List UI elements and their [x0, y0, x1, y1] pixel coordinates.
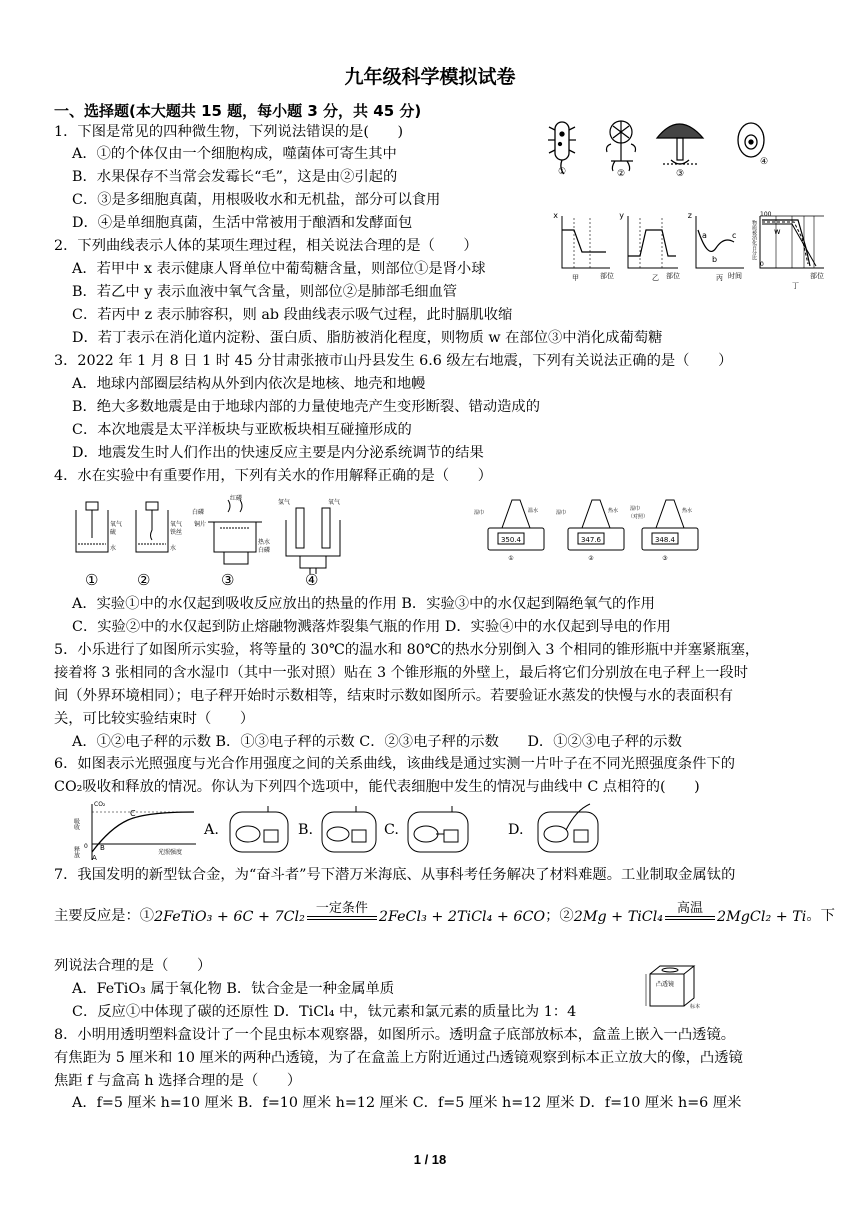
fig-label-4: ④: [759, 157, 769, 167]
svg-text:热水: 热水: [608, 508, 619, 514]
svg-text:白磷: 白磷: [192, 509, 205, 516]
svg-text:0: 0: [84, 843, 88, 850]
q8-line-2: 有焦距为 5 厘米和 10 厘米的两种凸透镜，为了在盒盖上方附近通过凸透镜观察到标本正立放大的像，凸透镜: [54, 1050, 743, 1066]
scale-reading-3: 348.4: [654, 536, 676, 544]
q5-options: A．①②电子秤的示数 B．①③电子秤的示数 C．②③电子秤的示数 D．①②③电子秤的示数: [72, 734, 682, 750]
svg-text:c: c: [732, 231, 737, 240]
q7-options-cd: C．反应①中体现了碳的还原性 D．TiCl₄ 中，钛元素和氯元素的质量比为 1：4: [72, 1004, 577, 1020]
scale-reading-2: 347.6: [580, 536, 602, 544]
svg-text:甲: 甲: [572, 274, 579, 282]
svg-text:铁丝: 铁丝: [170, 529, 183, 536]
q1-microbe-figure: [545, 112, 785, 178]
svg-text:A: A: [92, 854, 97, 862]
q3-stem: 3．2022 年 1 月 8 日 1 时 45 分甘肃张掖市山丹县发生 6.6 级左右地震，下列有关说法正确的是（ ）: [54, 353, 733, 369]
svg-text:C: C: [130, 809, 136, 818]
svg-text:标本: 标本: [690, 1004, 701, 1010]
svg-text:水: 水: [110, 545, 117, 552]
q4-label-3: ③: [221, 571, 235, 589]
eq2-arrow: 高温: [665, 902, 715, 925]
svg-text:B: B: [100, 844, 105, 852]
q1-option-b: B．水果保存不当常会发霉长“毛”，这是由②引起的: [72, 169, 398, 185]
q2-option-d: D．若丁表示在消化道内淀粉、蛋白质、脂肪被消化程度，则物质 w 在部位③中消化成葡萄糖: [72, 330, 663, 346]
svg-text:氧气: 氧气: [328, 499, 341, 506]
q6-line-2: CO₂吸收和释放的情况。你认为下列四个选项中，能代表细胞中发生的情况与曲线中 C 点相符的( ): [54, 779, 700, 795]
mold-drawing: [607, 121, 636, 171]
svg-text:水: 水: [170, 545, 177, 552]
svg-text:白磷: 白磷: [258, 547, 271, 554]
q8-line-3: 焦距 f 与盒高 h 选择合理的是（ ）: [54, 1073, 302, 1089]
q6-cell-a: [228, 804, 292, 856]
svg-text:时间: 时间: [728, 272, 742, 280]
q4-label-1: ①: [85, 571, 99, 589]
q4-label-4: ④: [305, 571, 319, 589]
q1-stem: 1．下图是常见的四种微生物，下列说法错误的是( ): [54, 124, 404, 140]
svg-text:0: 0: [760, 261, 764, 268]
svg-text:z: z: [687, 211, 692, 220]
svg-text:②: ②: [588, 555, 594, 562]
svg-text:w: w: [774, 227, 781, 236]
q5-line-4: 关，可比较实验结束时（ ）: [54, 711, 255, 727]
yeast-drawing: [738, 123, 764, 157]
svg-text:a: a: [702, 231, 707, 240]
q1-option-a: A．①的个体仅由一个细胞构成，噬菌体可寄生其中: [72, 146, 397, 162]
page-title: 九年级科学模拟试卷: [344, 66, 516, 88]
q6-light-graph: [70, 798, 200, 862]
svg-text:物质被消化百分比: 物质被消化百分比: [751, 220, 757, 260]
svg-text:CO₂: CO₂: [94, 801, 106, 808]
q5-scale-figure: [470, 492, 710, 564]
q4-options-cd: C．实验②中的水仅起到防止熔融物溅落炸裂集气瓶的作用 D．实验④中的水仅起到导电的作用: [72, 619, 671, 635]
svg-text:b: b: [712, 255, 718, 264]
svg-text:温水: 温水: [528, 508, 539, 514]
svg-text:丁: 丁: [792, 282, 799, 290]
q3-option-a: A．地球内部圈层结构从外到内依次是地核、地壳和地幔: [72, 376, 426, 392]
fig-label-2: ②: [616, 169, 626, 178]
eq2-right: 2MgCl₂ + Ti: [717, 909, 807, 925]
svg-text:y: y: [619, 211, 624, 220]
section-heading: 一、选择题(本大题共 15 题，每小题 3 分，共 45 分): [54, 102, 422, 120]
q2-option-a: A．若甲中 x 表示健康人肾单位中葡萄糖含量，则部位①是肾小球: [72, 261, 486, 277]
svg-text:释放: 释放: [72, 846, 80, 858]
svg-text:①: ①: [508, 555, 514, 562]
svg-text:热水: 热水: [682, 508, 693, 514]
q8-options: A．f=5 厘米 h=10 厘米 B．f=10 厘米 h=12 厘米 C．f=5 厘米 h=12 厘米 D．f=10 厘米 h=6 厘米: [72, 1095, 742, 1111]
q7-options-ab: A．FeTiO₃ 属于氧化物 B．钛合金是一种金属单质: [72, 981, 395, 997]
svg-text:（对照）: （对照）: [628, 514, 649, 520]
svg-text:乙: 乙: [652, 274, 659, 282]
fig-label-3: ③: [675, 169, 685, 178]
q6-option-a: A.: [204, 822, 219, 838]
q2-stem: 2．下列曲线表示人体的某项生理过程，相关说法合理的是（ ）: [54, 238, 478, 254]
q3-option-c: C．本次地震是太平洋板块与亚欧板块相互碰撞形成的: [72, 422, 412, 438]
svg-text:湿巾: 湿巾: [630, 506, 641, 512]
q1-option-d: D．④是单细胞真菌，生活中常被用于酿酒和发酵面包: [72, 215, 413, 231]
svg-text:硫: 硫: [110, 529, 117, 536]
page-number: 1 / 18: [413, 1152, 447, 1167]
svg-text:吸收: 吸收: [72, 818, 80, 830]
q5-line-1: 5．小乐进行了如图所示实验，将等量的 30℃的温水和 80℃的热水分别倒入 3 个相同的锥形瓶中并塞紧瓶塞，: [54, 642, 760, 658]
svg-text:氧气: 氧气: [110, 521, 123, 528]
svg-text:部位: 部位: [810, 272, 824, 280]
svg-text:氧气: 氧气: [170, 521, 183, 528]
q7-line-1: 7．我国发明的新型钛合金，为“奋斗者”号下潜万米海底、从事科考任务解决了材料难题。工业制取金属钛的: [54, 867, 736, 883]
svg-text:部位: 部位: [666, 272, 680, 280]
q4-label-2: ②: [137, 571, 151, 589]
svg-text:湿巾: 湿巾: [474, 510, 485, 516]
svg-text:氢气: 氢气: [278, 499, 291, 506]
mushroom-drawing: [657, 124, 703, 164]
svg-text:湿巾: 湿巾: [556, 510, 567, 516]
eq2-left: 2Mg + TiCl₄: [573, 909, 664, 925]
q6-cell-b: [320, 804, 380, 856]
svg-text:丙: 丙: [716, 274, 723, 282]
q1-option-c: C．③是多细胞真菌，用根吸收水和无机盐，部分可以食用: [72, 192, 441, 208]
svg-text:部位: 部位: [600, 272, 614, 280]
eq1-left: 2FeTiO₃ + 6C + 7Cl₂: [154, 909, 305, 925]
svg-text:红磷: 红磷: [230, 495, 243, 502]
q7-equation-line: 主要反应是：① 2FeTiO₃ + 6C + 7Cl₂ 一定条件 2FeCl₃ + 2TiCl₄ + 6CO ；② 2Mg + TiCl₄ 高温 2MgCl₂ + Ti 。下: [54, 901, 835, 925]
svg-text:热水: 热水: [258, 539, 271, 546]
q4-options-ab: A．实验①中的水仅起到吸收反应放出的热量的作用 B．实验③中的水仅起到隔绝氧气的作用: [72, 596, 655, 612]
q4-apparatus-figure: [64, 492, 364, 592]
q5-line-3: 间（外界环境相同）；电子秤开始时示数相等，结束时示数如图所示。若要验证水蒸发的快慢与水的表面积有: [54, 688, 734, 704]
q6-option-d: D.: [508, 822, 524, 838]
q6-option-b: B.: [298, 822, 314, 838]
svg-text:凸透镜: 凸透镜: [656, 981, 675, 988]
q2-curve-figure: [548, 208, 828, 304]
q5-line-2: 接着将 3 张相同的含水湿巾（其中一张对照）贴在 3 个锥形瓶的外壁上，最后将它们分别放在电子秤上一段时: [54, 665, 749, 681]
q2-option-c: C．若丙中 z 表示肺容积，则 ab 段曲线表示吸气过程，此时膈肌收缩: [72, 307, 513, 323]
q6-cell-c: [406, 804, 472, 856]
svg-text:③: ③: [662, 555, 668, 562]
q3-option-b: B．绝大多数地震是由于地球内部的力量使地壳产生变形断裂、错动造成的: [72, 399, 541, 415]
eq1-right: 2FeCl₃ + 2TiCl₄ + 6CO: [378, 909, 546, 925]
q3-option-d: D．地震发生时人们作出的快速反应主要是内分泌系统调节的结果: [72, 445, 484, 461]
q6-option-c: C.: [384, 822, 399, 838]
q6-line-1: 6．如图表示光照强度与光合作用强度之间的关系曲线，该曲线是通过实测一片叶子在不同光照强度条件下的: [54, 756, 736, 772]
svg-text:光照强度: 光照强度: [158, 849, 183, 856]
svg-text:100: 100: [760, 211, 772, 218]
svg-text:x: x: [553, 211, 558, 220]
q8-line-1: 8．小明用透明塑料盒设计了一个昆虫标本观察器，如图所示。透明盒子底部放标本，盒盖上嵌入一凸透镜。: [54, 1027, 736, 1043]
q2-option-b: B．若乙中 y 表示血液中氧气含量，则部位②是肺部毛细血管: [72, 284, 458, 300]
fig-label-1: ①: [557, 167, 567, 177]
q8-box-figure: [644, 962, 708, 1012]
scale-reading-1: 350.4: [500, 536, 522, 544]
q4-stem: 4．水在实验中有重要作用，下列有关水的作用解释正确的是（ ）: [54, 468, 492, 484]
eq1-arrow: 一定条件: [307, 902, 377, 925]
q6-cell-d: [536, 800, 602, 856]
q7-line-3: 列说法合理的是（ ）: [54, 958, 212, 974]
svg-text:铜片: 铜片: [194, 521, 207, 528]
